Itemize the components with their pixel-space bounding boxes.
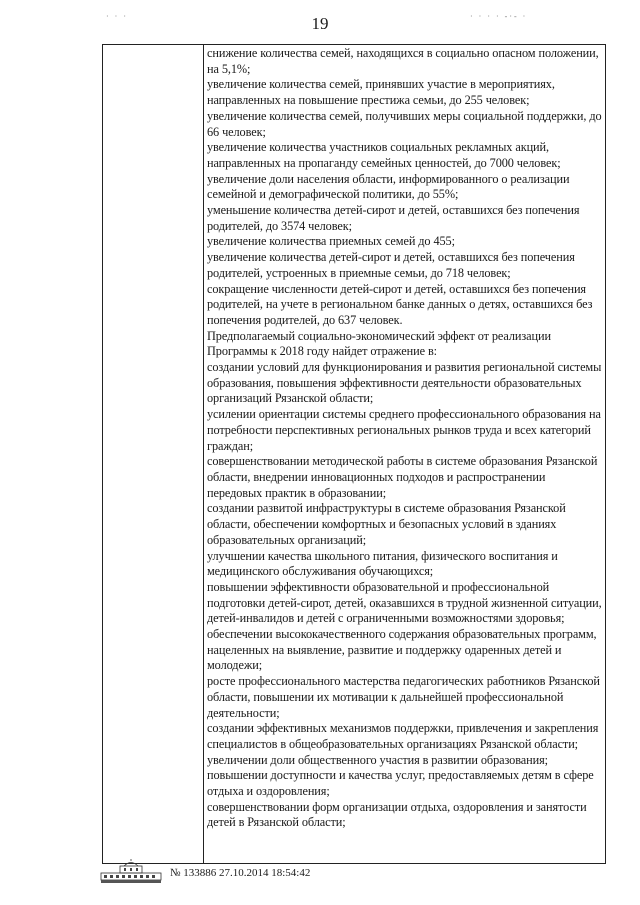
paragraph: обеспечении высококачественного содержания образовательных программ, нацеленных на выявление, развитие и поддержку одаренных детей и молодежи;	[207, 627, 597, 673]
paragraph: увеличение количества семей, принявших участие в мероприятиях, направленных на повышение престижа семьи, до 255 человек;	[207, 77, 555, 108]
scan-artifact-left: · · ·	[106, 12, 128, 21]
paragraph: усилении ориентации системы среднего профессионального образования на потребности перспективных региональных рынков труда и всех категорий граждан;	[207, 407, 601, 453]
paragraph: Предполагаемый социально-экономический эффект от реализации Программы к 2018 году найдет отражение в:	[207, 328, 551, 359]
building-stamp-icon	[100, 858, 162, 884]
paragraph: увеличение количества участников социальных рекламных акций, направленных на пропаганду семейных ценностей, до 7000 человек;	[207, 140, 561, 170]
paragraph: создании развитой инфраструктуры в системе образования Рязанской области, обеспечении комфортных и безопасных условий в зданиях образовательных организаций;	[207, 501, 566, 547]
paragraph: совершенствовании форм организации отдыха, оздоровления и занятости детей в Рязанской области;	[207, 799, 587, 830]
paragraph: увеличение количества семей, получивших меры социальной поддержки, до 66 человек;	[207, 108, 602, 139]
paragraph: уменьшение количества детей-сирот и детей, оставшихся без попечения родителей, до 3574 человек;	[207, 203, 580, 233]
paragraph: увеличении доли общественного участия в развитии образования;	[207, 752, 548, 767]
registration-stamp: № 133886 27.10.2014 18:54:42	[170, 867, 311, 879]
paragraph: увеличение доли населения области, информированного о реализации семейной и демографической политики, до 55%;	[207, 171, 570, 202]
paragraph: увеличение количества приемных семей до 455;	[207, 234, 455, 249]
document-footer	[100, 858, 400, 884]
paragraph: повышении эффективности образовательной и профессиональной подготовки детей-сирот, детей, оказавшихся в трудной жизненной ситуации, детей-инвалидов и детей с ограниченными возможностями здоровья;	[207, 579, 602, 626]
paragraph: росте профессионального мастерства педагогических работников Рязанской области, повышении их мотивации к дальнейшей профессиональной деятельности;	[207, 674, 600, 720]
table-text-column	[207, 46, 603, 831]
paragraph: совершенствовании методической работы в системе образования Рязанской области, внедрении инновационных подходов и распространении передовых практик в образовании;	[207, 454, 598, 500]
column-divider	[203, 45, 204, 863]
paragraph: сокращение численности детей-сирот и детей, оставшихся без попечения родителей, на учете в региональном банке данных о детях, оставшихся без попечения родителей, до 637 человек.	[207, 281, 593, 327]
paragraph: увеличение количества детей-сирот и детей, оставшихся без попечения родителей, устроенных в приемные семьи, до 718 человек;	[207, 250, 575, 280]
paragraph: улучшении качества школьного питания, физического воспитания и медицинского обслуживания обучающихся;	[207, 548, 558, 579]
document-table	[102, 44, 606, 864]
paragraph: повышении доступности и качества услуг, предоставляемых детям в сфере отдыха и оздоровления;	[207, 768, 594, 799]
paragraph: создании условий для функционирования и развития региональной системы образования, повышения эффективности деятельности образовательных организаций Рязанской области;	[207, 360, 602, 406]
paragraph: создании эффективных механизмов поддержки, привлечения и закрепления специалистов в общеобразовательных организациях Рязанской области;	[207, 721, 599, 751]
scan-artifact-right: · · · · -·- ·	[470, 12, 528, 21]
page-number: 19	[311, 14, 329, 33]
paragraph: снижение количества семей, находящихся в социально опасном положении, на 5,1%;	[207, 46, 599, 76]
